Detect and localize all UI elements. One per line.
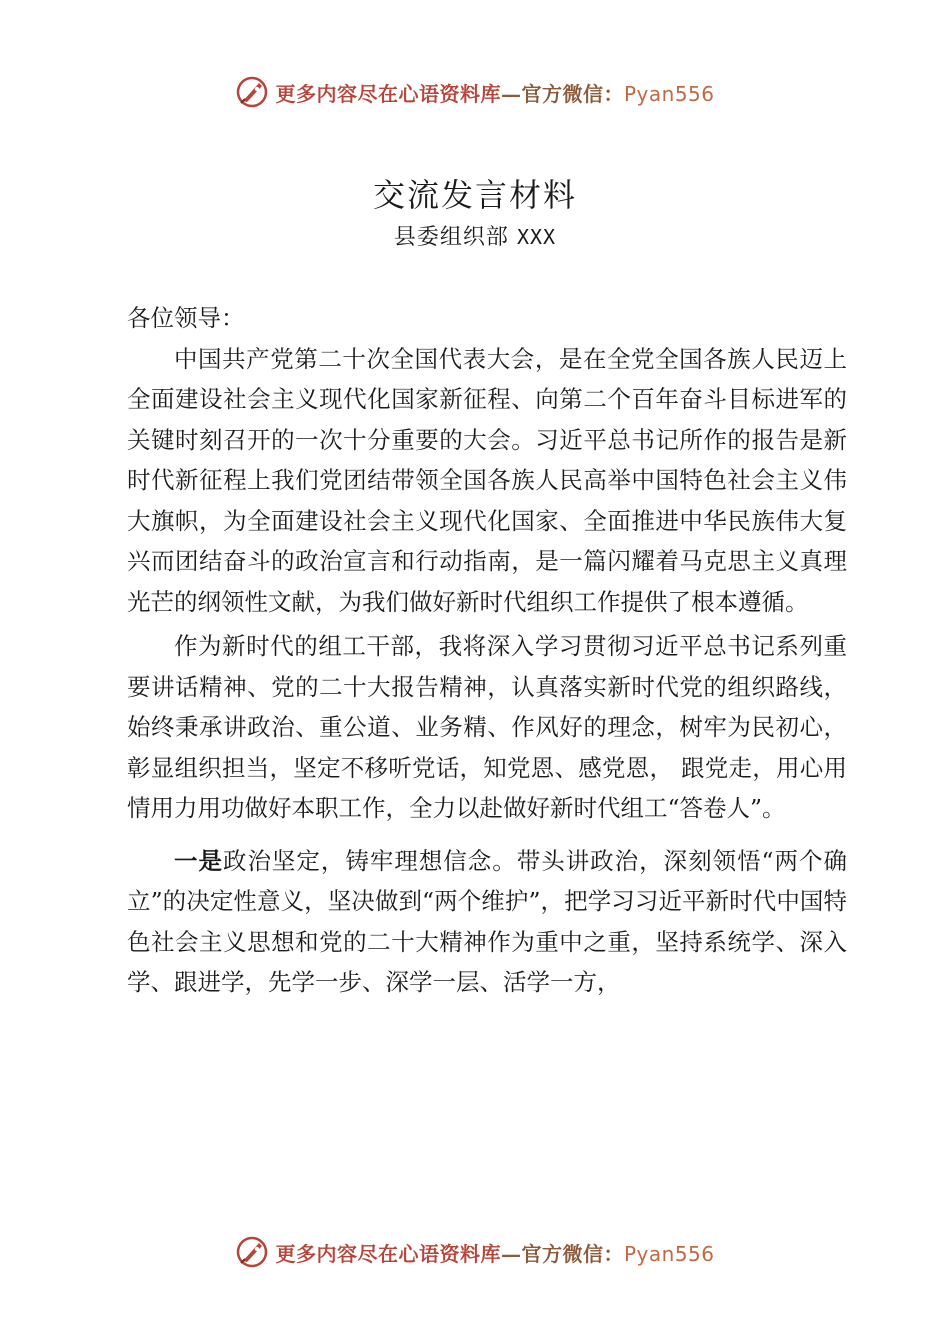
document-body [127, 298, 847, 1003]
banner-wechat-id: Pyan556 [623, 81, 715, 106]
paragraph-3-text: 政治坚定，铸牢理想信念。带头讲政治，深刻领悟“两个确立”的决定性意义，坚决做到“两个维护”，把学习习近平新时代中国特色社会主义思想和党的二十大精神作为重中之重，坚持系统学、深入学、跟进学，先学一步、深学一层、活学一方， [127, 846, 848, 996]
salutation: 各位领导： [127, 304, 245, 332]
paragraph-1: 中国共产党第二十次全国代表大会，是在全党全国各族人民迈上全面建设社会主义现代化国家新征程、向第二个百年奋斗目标进军的关键时刻召开的一次十分重要的大会。习近平总书记所作的报告是新时代新征程上我们党团结带领全国各族人民高举中国特色社会主义伟大旗帜，为全面建设社会主义现代化国家、全面推进中华民族伟大复兴而团结奋斗的政治宣言和行动指南，是一篇闪耀着马克思主义真理光芒的纲领性文献，为我们做好新时代组织工作提供了根本遵循。 [127, 344, 847, 616]
banner-official-label: 官方微信： [521, 1241, 624, 1266]
quill-pen-logo-icon [235, 75, 269, 109]
footer-watermark-banner [0, 1230, 950, 1274]
author-department: 县委组织部 [393, 225, 509, 250]
paragraph-3-lead: 一是 [174, 846, 223, 875]
paragraph-2: 作为新时代的组工干部，我将深入学习贯彻习近平总书记系列重要讲话精神、党的二十大报告精神，认真落实新时代党的组织路线，始终秉承讲政治、重公道、业务精、作风好的理念，树牢为民初心，彰显组织担当，坚定不移听党话，知党恩、感党恩， 跟党走，用心用情用力用功做好本职工作，全力以赴做好新时代组工“答卷人”。 [127, 632, 847, 822]
banner-text [275, 78, 714, 107]
banner-wechat-id: Pyan556 [623, 1241, 715, 1266]
paragraph-3 [127, 841, 847, 1003]
author-name: XXX [516, 225, 557, 249]
banner-official-label: 官方微信： [521, 81, 624, 106]
document-author-line [0, 220, 950, 251]
banner-separator: — [500, 81, 522, 106]
banner-brand-text: 更多内容尽在心语资料库 [275, 1241, 501, 1266]
banner-brand-text: 更多内容尽在心语资料库 [275, 81, 501, 106]
document-title: 交流发言材料 [372, 176, 577, 214]
banner-text [275, 1238, 714, 1267]
quill-pen-logo-icon [235, 1235, 269, 1269]
banner-separator: — [500, 1241, 522, 1266]
header-watermark-banner [0, 70, 950, 114]
